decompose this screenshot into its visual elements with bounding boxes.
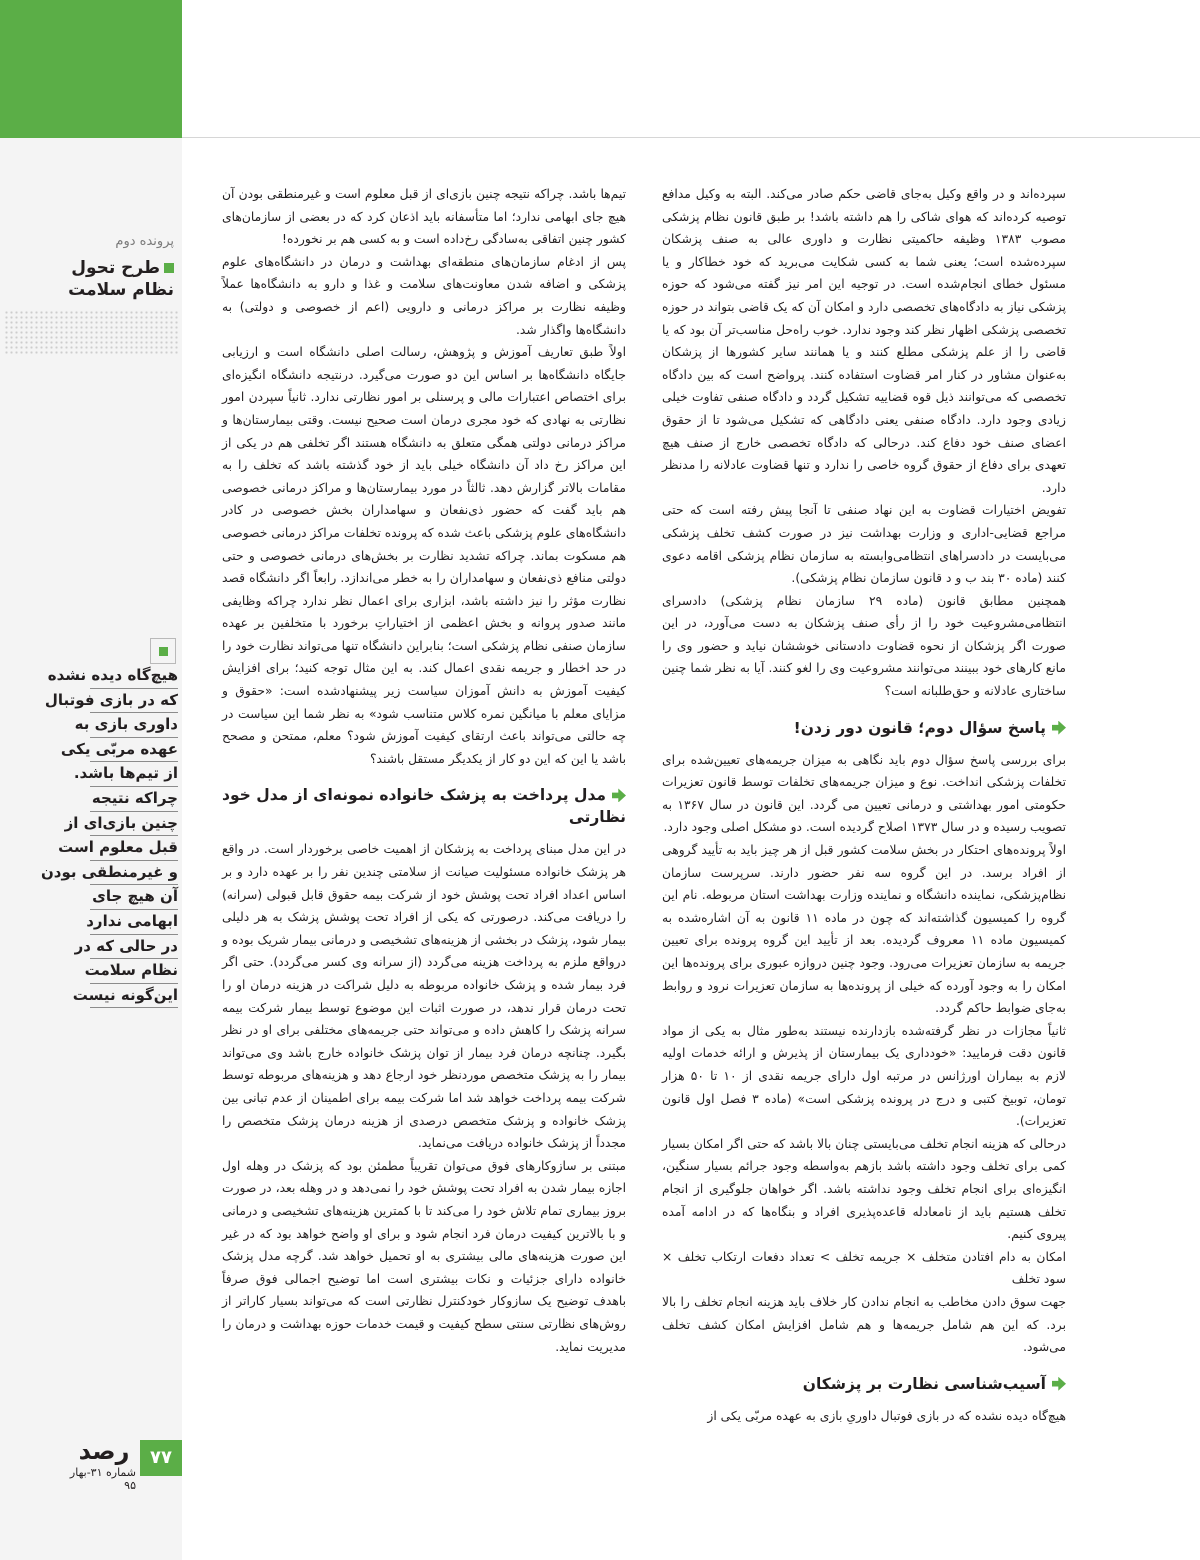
pull-quote-line: چنین بازی‌ای از xyxy=(90,812,178,837)
formula-paragraph: امکان به دام افتادن متخلف × جریمه تخلف > تعداد دفعات ارتکاب تخلف × سود تخلف xyxy=(662,1249,1066,1287)
header-green-block xyxy=(0,0,182,138)
section-title xyxy=(10,257,174,301)
pull-quote-line: داوری بازی به xyxy=(90,713,178,738)
paragraph: مبتنی بر سازوکارهای فوق می‌توان تقریباً مطمئن بود که پزشک در وهله اول اجازه بیمار شدن به افراد تحت پوشش خود را نمی‌دهد و در وهله بعد، در صورت بروز بیماری تمام تلاش خود را می‌کند تا با کمترین هزینه‌های تشخیصی و درمانی و با بالاترین کیفیت درمان فرد انجام شود و برای او واضح خواهد بود که در غیر این صورت هزینه‌های مالی بیشتری به او تحمیل خواهد شد. گرچه مدل پزشک خانواده دارای جزئیات و نکات بیشتری است اما توضیح اجمالی فوق صرفاً باهدف توضیح یک سازوکار خودکنترل نظارتی است که می‌تواند بسیار کاراتر از روش‌های نظارتی سنتی سطح کیفیت و قیمت خدمات حوزه بهداشت و درمان را مدیریت نماید. xyxy=(222,1158,626,1354)
paragraph: جهت سوق دادن مخاطب به انجام ندادن کار خلاف باید هزینه انجام تخلف را بالا برد. که این هم شامل جریمه‌ها و هم شامل افزایش امکان کشف تخلف می‌شود. xyxy=(662,1294,1066,1355)
section-heading: پاسخ سؤال دوم؛ قانون دور زدن! xyxy=(662,717,1066,739)
section-title-line-2: نظام سلامت xyxy=(68,280,174,300)
section-title-line-1: طرح تحول xyxy=(71,258,160,278)
pull-quote-line: و غیرمنطقی بودن xyxy=(90,861,178,886)
article-column-left xyxy=(222,183,626,1358)
magazine-logo: رصد xyxy=(78,1437,130,1465)
paragraph: همچنین مطابق قانون (ماده ۲۹ سازمان نظام پزشکی) دادسرای انتظامی‌مشروعیت خود را از رأی صنف پزشکان به دست می‌آورد، در این صورت اگر پزشکان از نحوه قضاوت دادستانی خوششان نیاید و حضور وی را مانع کارهای خود ببینند می‌توانند مشروعیت وی را لغو کنند. آیا به نظر شما چنین ساختاری عادلانه و حق‌طلبانه است؟ xyxy=(662,593,1066,699)
pull-quote-line: نظام سلامت xyxy=(90,959,178,984)
paragraph: تفویض اختیارات قضاوت به این نهاد صنفی تا آنجا پیش رفته است که حتی مراجع قضایی-اداری و وزارت بهداشت نیز در صورت کشف تخلف پزشکی می‌بایست در دادسراهای انتظامی‌وابسته به سازمان نظام پزشکی اقامه دعوی کنند (ماده ۳۰ بند ب و د قانون سازمان نظام پزشکی). xyxy=(662,503,1066,586)
dot-pattern-decoration xyxy=(4,310,180,354)
pull-quote-line: چراکه نتیجه xyxy=(90,787,178,812)
paragraph: درحالی که هزینه انجام تخلف می‌بایستی چنان بالا باشد که حتی اگر امکان بسیار کمی برای تخلف وجود داشته باشد بازهم به‌واسطه وجود جرائم بسیار سنگین، انگیزه‌ای برای انجام تخلف وجود نداشته باشد. اگر خواهان جلوگیری از انجام تخلف هستیم باید از نامعادله قاعده‌پذیری افراد و بنگاه‌ها که در ادامه آمده پیروی کنیم. xyxy=(662,1136,1066,1242)
arrow-heading-icon xyxy=(1052,721,1066,735)
paragraph: هیچ‌گاه دیده نشده که در بازی فوتبال داوریِ بازی به عهده مربّی یکی از xyxy=(707,1408,1066,1423)
pull-quote-line: که در بازی فوتبال xyxy=(90,689,178,714)
pull-quote-line: هیچ‌گاه دیده نشده xyxy=(90,664,178,689)
paragraph: در این مدل مبنای پرداخت به پزشکان از اهمیت خاصی برخوردار است. در واقع هر پزشک خانواده مسئولیت صیانت از سلامتی چندین نفر را بر عهده دارد و بر اساس اعداد افراد تحت پوشش خود از شرکت بیمه حقوق قابل قبولی (سرانه) را دریافت می‌کند. درصورتی که یکی از افراد تحت پوشش پزشک به هر دلیلی بیمار شود، پزشک در بخشی از هزینه‌های تشخیصی و درمانی بیمار شریک بوده و درواقع ملزم به پرداخت هزینه می‌گردد (از سرانه وی کسر می‌گردد). حتی اگر فرد بیمار شده و پزشک خانواده مربوطه به دلیل شراکت در هزینه درمان او را تحت درمان قرار ندهد، در صورت اثبات این موضوع توسط بیمار شرکت بیمه سرانه پزشک را کاهش داده و می‌تواند حتی جریمه‌های مختلفی برای او در نظر بگیرد. چنانچه درمان فرد بیمار از توان پزشک خانواده خارج باشد وی می‌تواند بیمار را به پزشک متخصص موردنظر خود ارجاع دهد و هزینه‌های مربوطه توسط شرکت بیمه پرداخت خواهد شد اما شرکت بیمه برای اطمینان از عدم تبانی بین پزشک خانواده و پزشک متخصص درصدی از هزینه درمان پزشک متخصص را مجدداً از پزشک خانواده دریافت می‌نماید. xyxy=(222,842,626,1151)
pull-quote-line: از تیم‌ها باشد. xyxy=(90,762,178,787)
top-divider xyxy=(182,137,1200,138)
page-number: ۷۷ xyxy=(140,1440,182,1476)
arrow-heading-icon xyxy=(612,788,626,802)
paragraph: ثانیاً مجازات در نظر گرفته‌شده بازدارنده نیستند به‌طور مثال به یکی از مواد قانون دقت فرمایید: «خودداری یک بیمارستان از پذیرش و ارائه خدمات اولیه لازم به بیماران اورژانس در مرتبه اول دارای جریمه نقدی از ۱۰ تا ۵۰ هزار تومان، توبیخ کتبی و درج در پرونده پزشکی است» (ماده ۳ فصل اول قانون تعزیرات). xyxy=(662,1023,1066,1129)
article-column-right xyxy=(662,183,1066,1427)
pull-quote-line: قبل معلوم است xyxy=(90,836,178,861)
paragraph: برای بررسی پاسخ سؤال دوم باید نگاهی به میزان جریمه‌های تعیین‌شده برای تخلفات پزشکی انداخت. نوع و میزان جریمه‌های تخلفات توسط قانون تعزیرات حکومتی امور بهداشتی و درمانی تعیین می گردد. این قانون در سال ۱۳۶۷ به تصویب رسیده و در سال ۱۳۷۳ اصلاح گردیده است. دو مشکل اصلی وجود دارد. xyxy=(662,752,1066,835)
paragraph: پس از ادغام سازمان‌های منطقه‌ای بهداشت و درمان در دانشگاه‌های علوم پزشکی و اضافه شدن معاونت‌های سلامت و غذا و دارو به دانشگاه‌ها عملاً وظیفه نظارت بر مراکز درمانی و دارویی (اعم از خصوصی و دولتی) به دانشگاه‌ها واگذار شد. xyxy=(222,254,626,337)
pull-quote-line: ابهامی ندارد xyxy=(90,910,178,935)
square-bullet-icon xyxy=(164,263,174,273)
arrow-heading-icon xyxy=(1052,1377,1066,1391)
pull-quote-line: آن هیچ جای xyxy=(90,885,178,910)
pull-quote-line: عهده مربّی یکی xyxy=(90,738,178,763)
section-heading: مدل پرداخت به پزشک خانواده نمونه‌ای از مدل خود نظارتی xyxy=(222,786,626,827)
quote-marker-icon xyxy=(150,638,176,664)
section-heading: آسیب‌شناسی نظارت بر پزشکان xyxy=(662,1373,1066,1395)
pull-quote-line: این‌گونه نیست xyxy=(90,984,178,1009)
paragraph: اولاً پرونده‌های احتکار در بخش سلامت کشور قبل از هر چیز باید به تأیید گروهی از افراد برسد. در این گروه سه نفر حضور دارند. سرپرست سازمان نظام‌پزشکی، نماینده دانشگاه و نماینده وزارت بهداشت استان مربوطه. نام این گروه را کمیسیون گذاشته‌اند که چون در ماده ۱۱ قانون به آن اشاره‌شده به کمیسیون ماده ۱۱ معروف گردیده. بعد از تأیید این گروه پرونده برای تعیین جریمه به سازمان تعزیرات می‌رود. وجود چنین دروازه عبوری برای پرونده‌ها این امکان را به وجود آورده که خیلی از پرونده‌ها به سازمان تعزیرات نرود و روابط به‌جای ضوابط حاکم گردد. xyxy=(662,843,1066,1016)
paragraph: اولاً طبق تعاریف آموزش و پژوهش، رسالت اصلی دانشگاه است و ارزیابی جایگاه دانشگاه‌ها بر اساس این دو صورت می‌گیرد. درنتیجه دانشگاه انگیزه‌ای برای اختصاص اعتبارات مالی و پرسنلی بر امور نظارتی ندارد. ثانیاً سپردن امور نظارتی به نهادی که خود مجری درمان است صحیح نیست. وقتی بیمارستان‌ها و مراکز درمانی دولتی همگی متعلق به دانشگاه هستند اگر تخلفی هم در یکی از این مراکز رخ داد آن دانشگاه خیلی باید از خود گذشته باشد که تخلف را به مقامات بالاتر گزارش دهد. ثالثاً در مورد بیمارستان‌ها و مراکز درمانی خصوصی هم باید گفت که حضور ذی‌نفعان و سهامداران بخش خصوصی در کادر دانشگاه‌های علوم پزشکی باعث شده که پرونده تخلفات مراکز درمانی خصوصی هم مسکوت بماند. چراکه تشدید نظارت بر بخش‌های درمانی خصوصی و حتی دولتی منافع ذی‌نفعان و سهامداران را به خطر می‌اندازد. رابعاً اگر دانشگاه قصد نظارت مؤثر را نیز داشته باشد، ابزاری برای اعمال نظر ندارد چراکه وظایفی مانند صدور پروانه و بخش اعظمی از اختیاراتِ برخورد با متخلفین بر عهده سازمان صنفی نظام پزشکی است؛ بنابراین دانشگاه تنها می‌تواند نظارت خود را در حد اخطار و جریمه نقدی اعمال کند. به این مثال توجه کنید؛ برای افزایش کیفیت آموزش به دانش آموزان سیاست زیر پیشنهادشده است: «حقوق و مزایای معلم با میانگین نمره کلاس متناسب شود» به نظر شما این سیاست در چه حالتی می‌تواند باعث ارتقای کیفیت آموزش شود؟ معلم، ممتحن و مصحح باشد یا این که این دو کار از یکدیگر مستقل باشند؟ xyxy=(222,345,626,766)
pull-quote-line: در حالی که در xyxy=(90,935,178,960)
paragraph: سپرده‌اند و در واقع وکیل به‌جای قاضی حکم صادر می‌کند. البته به وکیل مدافع توصیه کرده‌اند که هوای شاکی را هم داشته باشد! بر طبق قانون نظام پزشکی مصوب ۱۳۸۳ وظیفه حاکمیتی نظارت و داوری عالی به صنف پزشکان سپرده‌شده است؛ یعنی شما به کسی شکایت می‌برید که خود خطاکار و یا مسئول خطای انجام‌شده است. در توجیه این امر نیز گفته می‌شود که حوزه پزشکی نیاز به دادگاه‌های تخصصی دارد و امکان آن که یک قاضی بتواند در حوزه تخصصی پزشکی اظهار نظر کند وجود ندارد. خوب راه‌حل مناسب‌تر آن بود که یا قاضی را از علم پزشکی مطلع کنند و یا همانند سایر کشورها از پزشکان به‌عنوان مشاور در کنار امر قضاوت استفاده کنند. پرواضح است که بین دادگاه تخصصی که می‌توانند ذیل قوه قضاییه تشکیل گردد و دادگاه صنفی تفاوت خیلی زیادی وجود دارد. دادگاه صنفی یعنی دادگاهی که تشکیل می‌شود تا از حقوق اعضای صنف خود دفاع کند. درحالی که دادگاه تخصصی خارج از صنف هیچ تعهدی برای دفاع از حقوق گروه خاصی را ندارد و تنها قضاوت عادلانه را مدنظر دارد. xyxy=(662,187,1066,495)
pull-quote xyxy=(41,664,178,1008)
section-label xyxy=(10,234,174,301)
paragraph: تیم‌ها باشد. چراکه نتیجه چنین بازی‌ای از قبل معلوم است و غیرمنطقی بودن آن هیچ جای ابهامی ندارد؛ اما متأسفانه باید اذعان کرد که در بعضی از سازمان‌های کشور چنین اتفاقی به‌سادگی رخ‌داده است و به کسی هم بر نخورده! xyxy=(222,187,626,247)
issue-label: شماره ۳۱-بهار ۹۵ xyxy=(69,1466,136,1492)
section-kicker: پرونده دوم xyxy=(115,234,174,249)
